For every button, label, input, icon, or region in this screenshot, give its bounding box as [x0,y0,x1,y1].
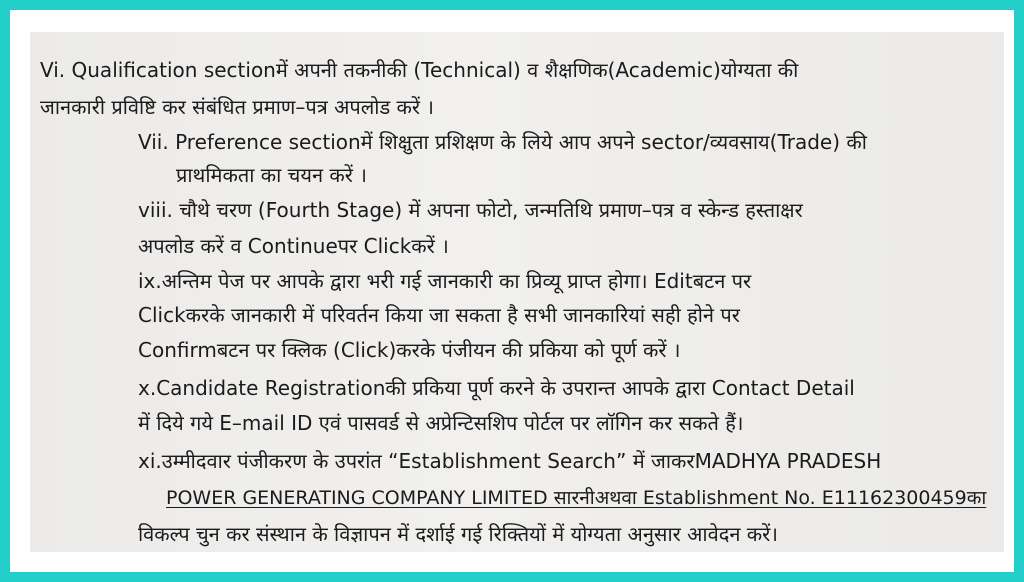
text-line-vii-1: Vii. Preference sectionमें शिक्षुता प्रशिक्षण के लिये आप अपने sector/व्यवसाय(Trade) की [138,130,867,154]
text-line-vi-2: जानकारी प्रविष्टि कर संबंधित प्रमाण–पत्र अपलोड करें । [40,95,435,119]
document-page [30,32,1004,552]
image-frame [10,10,1014,572]
text-line-ix-1: ix.अन्तिम पेज पर आपके द्वारा भरी गई जानकारी का प्रिव्यू प्राप्त होगा। Editबटन पर [138,269,752,293]
text-line-xi-1: xi.उम्मीदवार पंजीकरण के उपरांत “Establishment Search” में जाकरMADHYA PRADESH [138,449,882,473]
text-line-ix-3: Confirmबटन पर क्लिक (Click)करके पंजीयन की प्रकिया को पूर्ण करें । [138,338,681,362]
text-line-ix-2: Clickकरके जानकारी में परिवर्तन किया जा सकता है सभी जानकारियां सही होने पर [138,303,740,327]
text-line-x-1: x.Candidate Registrationकी प्रकिया पूर्ण करने के उपरान्त आपके द्वारा Contact Detail [138,376,855,400]
text-line-vii-2: प्राथमिकता का चयन करें । [176,163,367,187]
text-line-xi-3: विकल्प चुन कर संस्थान के विज्ञापन में दर्शाई गई रिक्तियों में योग्यता अनुसार आवेदन करें। [138,522,778,546]
text-line-viii-1: viii. चौथे चरण (Fourth Stage) में अपना फोटो, जन्मतिथि प्रमाण–पत्र व स्केन्ड हस्ताक्षर [138,198,803,222]
text-line-viii-2: अपलोड करें व Continueपर Clickकरें । [138,234,449,258]
text-line-x-2: में दिये गये E–mail ID एवं पासवर्ड से अप्रेन्टिसशिप पोर्टल पर लॉगिन कर सकते हैं। [138,411,744,435]
text-line-vi-1: Vi. Qualification sectionमें अपनी तकनीकी (Technical) व शैक्षणिक(Academic)योग्यता की [40,58,799,82]
text-line-xi-2: POWER GENERATING COMPANY LIMITED सारनीअथवा Establishment No. E11162300459का [166,487,987,509]
